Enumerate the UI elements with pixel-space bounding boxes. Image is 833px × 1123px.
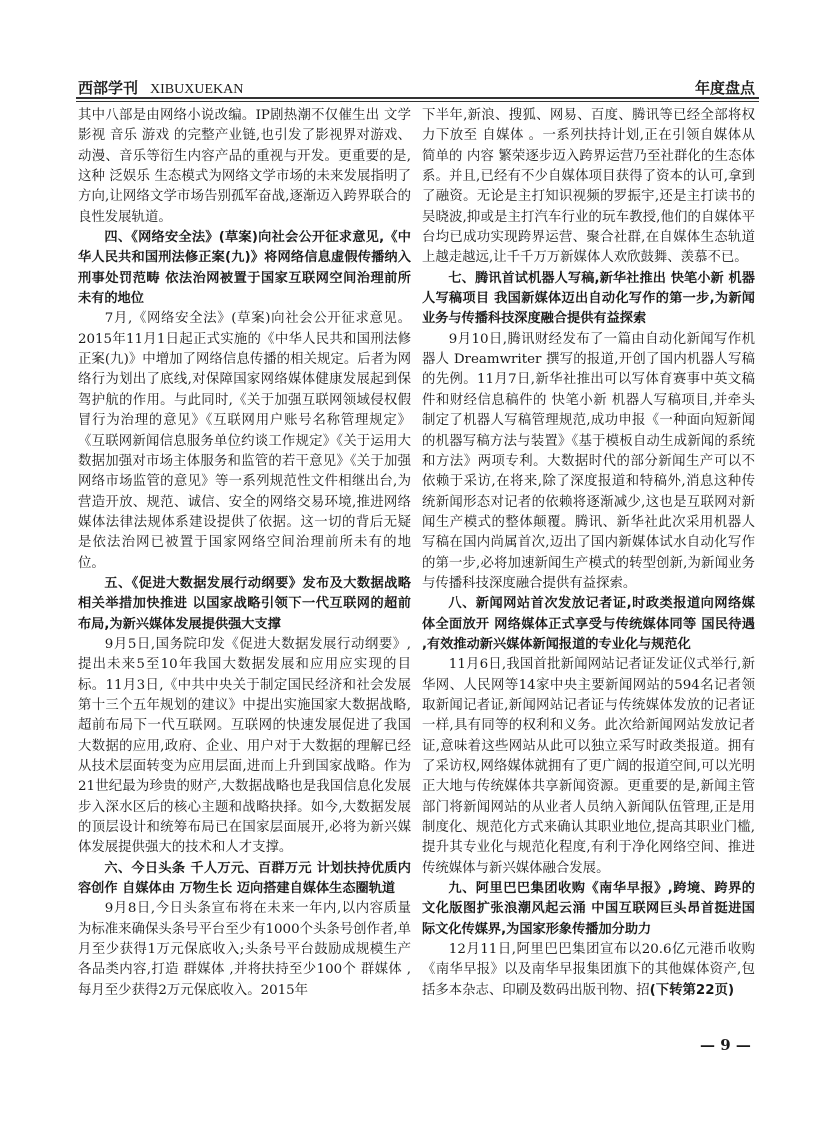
section-title: 年度盘点 — [694, 79, 755, 97]
journal-header — [78, 77, 243, 98]
journal-name-en: XIBUXUEKAN — [150, 82, 244, 97]
header-rule — [76, 97, 759, 102]
section-heading: 七、腾讯首试机器人写稿,新华社推出 快笔小新 机器人写稿项目 我国新媒体迈出自动化写作的第一步,为新闻业务与传播科技深度融合提供有益探索 — [422, 270, 755, 327]
section-heading: 九、阿里巴巴集团收购《南华早报》,跨境、跨界的文化版图扩张浪潮风起云涌 中国互联网巨头昂首挺进国际文化传媒界,为国家形象传播加分助力 — [422, 881, 755, 937]
section-heading: 四、《网络安全法》(草案)向社会公开征求意见,《中华人民共和国刑法修正案(九)》将网络信息虚假传播纳入刑事处罚范畴 依法治网被置于国家互联网空间治理前所未有的地位 — [78, 230, 411, 307]
section-heading: 六、今日头条 千人万元、百群万元 计划扶持优质内容创作 自媒体由 万物生长 迈向搭建自媒体生态圈轨道 — [78, 860, 411, 897]
body-paragraph: 9月8日,今日头条宣布将在未来一年内,以内容质量为标准来确保头条号平台至少有1000个头条号创作者,单月至少获得1万元保底收入;头条号平台鼓励成规模生产各品类内容,打造 群媒体 ,并将扶持至少100个 群媒体 ,每月至少获得2万元保底收入。2015年 — [78, 901, 411, 998]
body-paragraph: 11月6日,我国首批新闻网站记者证发证仪式举行,新华网、人民网等14家中央主要新闻网站的594名记者领取新闻记者证,新闻网站记者证与传统媒体发放的记者证一样,具有同等的权利和义务。此次给新闻网站发放记者证,意味着这些网站从此可以独立采写时政类报道。拥有了采访权,网络媒体就拥有了更广阔的报道空间,可以光明正大地与传统媒体共享新闻资源。更重要的是,新闻主管部门将新闻网站的从业者人员纳入新闻队伍管理,正是用制度化、规范化方式来确认其职业地位,提高其职业门槛,提升其专业化与规范化程度,有利于净化网络空间、推进传统媒体与新兴媒体融合发展。 — [422, 657, 755, 876]
journal-name: 西部学刊 — [78, 79, 139, 97]
section-heading: 八、新闻网站首次发放记者证,时政类报道向网络媒体全面放开 网络媒体正式享受与传统媒体同等 国民待遇 ,有效推动新兴媒体新闻报道的专业化与规范化 — [422, 596, 755, 652]
page-number: — 9 — — [700, 1036, 751, 1054]
body-paragraph: 7月,《网络安全法》(草案)向社会公开征求意见。2015年11月1日起正式实施的《中华人民共和国刑法修正案(九)》中增加了网络信息传播的相关规定。后者为网络行为划出了底线,对保障国家网络媒体健康发展起到保驾护航的作用。与此同时,《关于加强互联网领域侵权假冒行为治理的意见》《互联网用户账号名称管理规定》《互联网新闻信息服务单位约谈工作规定》《关于运用大数据加强对市场主体服务和监管的若干意见》《关于加强网络市场监管的意见》等一系列规范性文件相继出台,为营造开放、规范、诚信、安全的网络交易环境,推进网络媒体法律法规体系建设提供了依据。这一切的背后无疑是依法治网已被置于国家网络空间治理前所未有的地位。 — [78, 311, 411, 571]
body-paragraph: 下半年,新浪、搜狐、网易、百度、腾讯等已经全部将权力下放至 自媒体 。一系列扶持计划,正在引领自媒体从简单的 内容 繁荣逐步迈入跨界运营乃至社群化的生态体系。并且,已经有不少自媒体项目获得了资本的认可,拿到了融资。无论是主打知识视频的罗振宇,还是主打读书的吴晓波,抑或是主打汽车行业的玩车教授,他们的自媒体平台均已成功实现跨界运营、聚合社群,在自媒体生态轨道上越走越远,让千千万万新媒体人欢欣鼓舞、羡慕不已。 — [422, 108, 755, 266]
body-paragraph — [422, 940, 755, 1001]
body-paragraph: 9月5日,国务院印发《促进大数据发展行动纲要》,提出未来5至10年我国大数据发展和应用应实现的目标。11月3日,《中共中央关于制定国民经济和社会发展第十三个五年规划的建议》中提出实施国家大数据战略,超前布局下一代互联网。互联网的快速发展促进了我国大数据的应用,政府、企业、用户对于大数据的理解已经从技术层面转变为应用层面,进而上升到国家战略。作为21世纪最为珍贵的财产,大数据战略也是我国信息化发展步入深水区后的核心主题和战略抉择。如今,大数据发展的顶层设计和统筹布局已在国家层面展开,必将为新兴媒体发展提供强大的技术和人才支撑。 — [78, 636, 411, 856]
section-heading: 五、《促进大数据发展行动纲要》发布及大数据战略相关举措加快推进 以国家战略引领下一代互联网的超前布局,为新兴媒体发展提供强大支撑 — [78, 575, 411, 632]
body-paragraph: 9月10日,腾讯财经发布了一篇由自动化新闻写作机器人 Dreamwriter 撰写的报道,开创了国内机器人写稿的先例。11月7日,新华社推出可以写体育赛事中英文稿件和财经信息稿件的 快笔小新 机器人写稿项目,并牵头制定了机器人写稿管理规范,成功申报《一种面向短新闻的机器写稿方法与装置》《基于模板自动生成新闻的系统和方法》两项专利。大数据时代的部分新闻生产可以不依赖于采访,在将来,除了深度报道和特稿外,消息这种传统新闻形态对记者的依赖将逐渐减少,这也是互联网对新闻生产模式的整体颠覆。腾讯、新华社此次采用机器人写稿在国内尚属首次,迈出了国内新媒体试水自动化写作的第一步,必将加速新闻生产模式的转型创新,为新闻业务与传播科技深度融合提供有益探索。 — [422, 331, 755, 591]
right-column — [422, 106, 755, 1001]
continued-on-page-note: (下转第22页) — [649, 982, 735, 998]
left-column — [78, 106, 411, 1001]
paragraph-text: 12月11日,阿里巴巴集团宣布以20.6亿元港币收购《南华早报》以及南华早报集团旗下的其他媒体资产,包括多本杂志、印刷及数码出版刊物、招 — [422, 942, 755, 998]
body-paragraph: 其中八部是由网络小说改编。IP剧热潮不仅催生出 文学 影视 音乐 游戏 的完整产业链,也引发了影视界对游戏、动漫、音乐等衍生内容产品的重视与开发。更重要的是,这种 泛娱乐 生态模式为网络文学市场的未来发展指明了方向,让网络文学市场告别孤军奋战,逐渐迈入跨界联合的良性发展轨道。 — [78, 108, 411, 225]
